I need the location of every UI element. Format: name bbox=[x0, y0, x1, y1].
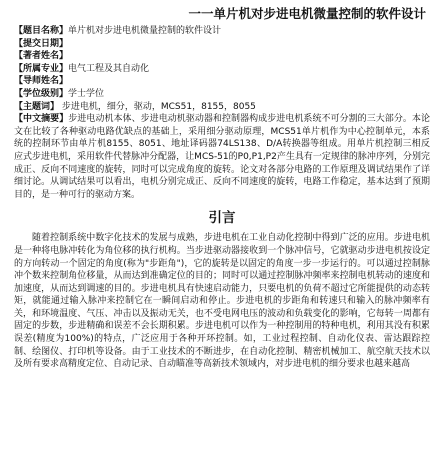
meta-value: 步进电机，细分，驱动，MCS51，8155，8055 bbox=[59, 101, 256, 112]
chinese-abstract bbox=[14, 113, 430, 201]
abstract-key: 【中文摘要】 bbox=[14, 114, 69, 125]
meta-row-keywords bbox=[14, 101, 430, 114]
meta-row-date bbox=[14, 38, 430, 51]
meta-key: 【提交日期】 bbox=[14, 38, 69, 49]
meta-key: 【导师姓名】 bbox=[14, 76, 69, 87]
meta-key: 【著者姓名】 bbox=[14, 51, 69, 62]
abstract-text: 步进电动机本体、步进电动机驱动器和控制器构成步进电机系统不可分割的三大部分。本论文在比较了各种驱动电路优缺点的基础上，采用细分驱动原理，MCS51单片机作为中心控制单元，本系统的控制环节由单片机8155、8051、地址译码器74LS138、D/A转换器等组成。用单片机控制三相反应式步进电机，采用软件代替脉冲分配器，让MCS-51的P0,P1,P2产生具有一定规律的脉冲序列，分别完成正、反向不同速度的旋转，同时可以完成角度的旋转。论文对各部分电路的工作原理及调试结果作了详细讨论。从调试结果可以看出，电机分别完成正、反向不同速度的旋转，电路工作稳定，基本达到了预期目的，是一种可行的驱动方案。 bbox=[14, 114, 430, 200]
introduction-paragraph: 随着控制系统中数字化技术的发展与成熟，步进电机在工业自动化控制中得到广泛的应用。步进电机是一种将电脉冲转化为角位移的执行机构。当步进驱动器接收到一个脉冲信号，它就驱动步进电机按设定的方向转动一个固定的角度(称为"步距角")，它的旋转是以固定的角度一步一步运行的。可以通过控制脉冲个数来控制角位移量，从而达到准确定位的目的；同时可以通过控制脉冲频率来控制电机转动的速度和加速度，从而达到调速的目的。步进电机具有快速启动能力，只要电机的负荷不超过它所能提供的动态转矩，就能通过输入脉冲来控制它在一瞬间启动和停止。步进电机的步距角和转速只和输入的脉冲频率有关，和环境温度、气压、冲击以及振动无关，也不受电网电压的波动和负载变化的影响，它每转一周都有固定的步数，步进精确和误差不会长期积累。步进电机可以作为一种控制用的特种电机，利用其没有积累误差(精度为100%)的特点，广泛应用于各种开环控制。如，工业过程控制、自动化仪表、雷达跟踪控制、绘图仪、打印机等设备。由于工业技术的不断进步，在自动化控制、精密机械加工、航空航天技术以及所有要求高精度定位、自动记录、自动瞄准等高新技术领域内，对步进电机的细分要求也越来越高 bbox=[14, 233, 430, 370]
meta-value: 电气工程及其自动化 bbox=[68, 63, 150, 74]
section-title-introduction: 引言 bbox=[208, 210, 236, 227]
metadata-block bbox=[14, 25, 430, 113]
meta-key: 【学位级别】 bbox=[14, 88, 69, 99]
meta-key: 【主题词】 bbox=[14, 101, 60, 112]
meta-row-author bbox=[14, 50, 430, 63]
meta-row-advisor bbox=[14, 75, 430, 88]
meta-key: 【题目名称】 bbox=[14, 26, 69, 36]
meta-value: 单片机对步进电机微量控制的软件设计 bbox=[68, 26, 222, 36]
meta-row-degree bbox=[14, 88, 430, 101]
meta-row-title bbox=[14, 25, 430, 38]
meta-row-major bbox=[14, 63, 430, 76]
document-title: 一一单片机对步进电机微量控制的软件设计 bbox=[188, 6, 426, 21]
meta-key: 【所属专业】 bbox=[14, 63, 69, 74]
meta-value: 学士学位 bbox=[68, 88, 105, 99]
